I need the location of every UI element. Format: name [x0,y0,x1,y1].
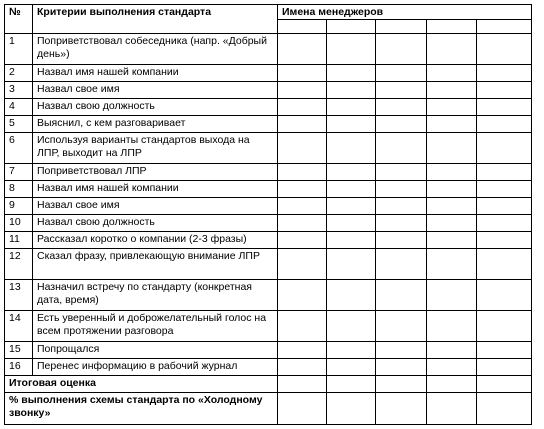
score-cell[interactable] [376,342,427,359]
score-cell[interactable] [278,116,327,133]
criterion-text: Назвал свое имя [33,82,278,99]
table-row [5,232,532,249]
score-cell[interactable] [327,82,376,99]
score-cell[interactable] [477,376,532,393]
criterion-text: Используя варианты стандартов выхода на ЛПР, выходит на ЛПР [33,133,278,164]
evaluation-form [4,4,532,425]
table-row [5,65,532,82]
row-number: 10 [5,215,33,232]
score-cell[interactable] [376,249,427,280]
row-number: 6 [5,133,33,164]
criterion-text: Назвал свое имя [33,198,278,215]
criterion-text: Поприветствовал собеседника (напр. «Добрый день») [33,34,278,65]
table-row [5,359,532,376]
score-cell[interactable] [278,198,327,215]
score-cell[interactable] [327,116,376,133]
score-cell[interactable] [477,215,532,232]
row-number: 12 [5,249,33,280]
criterion-text: Рассказал коротко о компании (2-3 фразы) [33,232,278,249]
row-number: 2 [5,65,33,82]
table-row [5,116,532,133]
score-cell[interactable] [327,65,376,82]
score-cell[interactable] [427,133,477,164]
score-cell[interactable] [278,65,327,82]
score-cell[interactable] [477,342,532,359]
score-cell[interactable] [376,133,427,164]
score-cell[interactable] [477,249,532,280]
total-score-row [5,376,532,393]
score-cell[interactable] [427,99,477,116]
score-cell[interactable] [278,99,327,116]
score-cell[interactable] [376,82,427,99]
score-cell[interactable] [427,164,477,181]
criterion-text: Есть уверенный и доброжелательный голос на всем протяжении разговора [33,311,278,342]
criterion-text: Назвал свою должность [33,99,278,116]
score-cell[interactable] [477,133,532,164]
score-cell[interactable] [278,215,327,232]
score-cell[interactable] [376,280,427,311]
score-cell[interactable] [278,181,327,198]
score-cell[interactable] [376,232,427,249]
score-cell[interactable] [278,280,327,311]
score-cell[interactable] [427,232,477,249]
score-cell[interactable] [477,280,532,311]
manager-name-cell[interactable] [427,20,477,34]
score-cell[interactable] [376,393,427,425]
criterion-text: Выяснил, с кем разговаривает [33,116,278,133]
row-number: 5 [5,116,33,133]
score-cell[interactable] [278,359,327,376]
score-cell[interactable] [477,198,532,215]
score-cell[interactable] [376,311,427,342]
score-cell[interactable] [278,34,327,65]
score-cell[interactable] [327,34,376,65]
score-cell[interactable] [427,342,477,359]
score-cell[interactable] [477,34,532,65]
score-cell[interactable] [278,164,327,181]
score-cell[interactable] [327,164,376,181]
criterion-text: Назначил встречу по стандарту (конкретная дата, время) [33,280,278,311]
score-cell[interactable] [477,164,532,181]
score-cell[interactable] [327,359,376,376]
row-number: 1 [5,34,33,65]
number-header: № [5,5,33,34]
score-cell[interactable] [278,232,327,249]
score-cell[interactable] [327,249,376,280]
score-cell[interactable] [327,280,376,311]
row-number: 8 [5,181,33,198]
manager-name-cell[interactable] [278,20,327,34]
score-cell[interactable] [427,249,477,280]
score-cell[interactable] [278,82,327,99]
score-cell[interactable] [427,65,477,82]
row-number: 9 [5,198,33,215]
criteria-header: Критерии выполнения стандарта [33,5,278,34]
score-cell[interactable] [477,393,532,425]
total-score-label: Итоговая оценка [5,376,278,393]
score-cell[interactable] [278,342,327,359]
row-number: 4 [5,99,33,116]
score-cell[interactable] [477,232,532,249]
score-cell[interactable] [477,116,532,133]
score-cell[interactable] [477,82,532,99]
table-row [5,34,532,65]
score-cell[interactable] [327,181,376,198]
score-cell[interactable] [327,133,376,164]
score-cell[interactable] [327,376,376,393]
percent-row [5,393,532,425]
score-cell[interactable] [278,376,327,393]
score-cell[interactable] [477,311,532,342]
score-cell[interactable] [427,198,477,215]
score-cell[interactable] [477,181,532,198]
header-row [5,5,532,20]
criterion-text: Попрощался [33,342,278,359]
score-cell[interactable] [376,164,427,181]
score-cell[interactable] [376,215,427,232]
score-cell[interactable] [427,359,477,376]
score-cell[interactable] [327,393,376,425]
criteria-table [4,4,532,425]
criterion-text: Назвал свою должность [33,215,278,232]
score-cell[interactable] [376,376,427,393]
manager-name-cell[interactable] [477,20,532,34]
score-cell[interactable] [427,376,477,393]
table-row [5,133,532,164]
table-row [5,342,532,359]
criterion-text: Назвал имя нашей компании [33,181,278,198]
score-cell[interactable] [278,249,327,280]
criterion-text: Перенес информацию в рабочий журнал [33,359,278,376]
row-number: 14 [5,311,33,342]
table-row [5,198,532,215]
score-cell[interactable] [278,311,327,342]
score-cell[interactable] [327,99,376,116]
score-cell[interactable] [376,359,427,376]
score-cell[interactable] [278,393,327,425]
score-cell[interactable] [327,342,376,359]
criterion-text: Сказал фразу, привлекающую внимание ЛПР [33,249,278,280]
score-cell[interactable] [427,181,477,198]
criterion-text: Назвал имя нашей компании [33,65,278,82]
table-row [5,82,532,99]
row-number: 3 [5,82,33,99]
score-cell[interactable] [327,198,376,215]
score-cell[interactable] [427,393,477,425]
score-cell[interactable] [327,215,376,232]
row-number: 16 [5,359,33,376]
score-cell[interactable] [427,82,477,99]
manager-name-cell[interactable] [376,20,427,34]
score-cell[interactable] [376,65,427,82]
row-number: 7 [5,164,33,181]
score-cell[interactable] [427,215,477,232]
manager-name-cell[interactable] [327,20,376,34]
score-cell[interactable] [477,359,532,376]
table-row [5,311,532,342]
score-cell[interactable] [427,311,477,342]
row-number: 11 [5,232,33,249]
row-number: 15 [5,342,33,359]
score-cell[interactable] [327,311,376,342]
table-row [5,181,532,198]
table-row [5,99,532,116]
criterion-text: Поприветствовал ЛПР [33,164,278,181]
score-cell[interactable] [376,198,427,215]
score-cell[interactable] [427,280,477,311]
percent-label: % выполнения схемы стандарта по «Холодному звонку» [5,393,278,425]
score-cell[interactable] [278,133,327,164]
score-cell[interactable] [477,99,532,116]
score-cell[interactable] [376,34,427,65]
table-row [5,249,532,280]
score-cell[interactable] [376,116,427,133]
managers-header: Имена менеджеров [278,5,532,20]
score-cell[interactable] [427,116,477,133]
score-cell[interactable] [477,65,532,82]
table-row [5,164,532,181]
score-cell[interactable] [327,232,376,249]
score-cell[interactable] [376,99,427,116]
score-cell[interactable] [376,181,427,198]
score-cell[interactable] [427,34,477,65]
table-row [5,215,532,232]
row-number: 13 [5,280,33,311]
table-row [5,280,532,311]
